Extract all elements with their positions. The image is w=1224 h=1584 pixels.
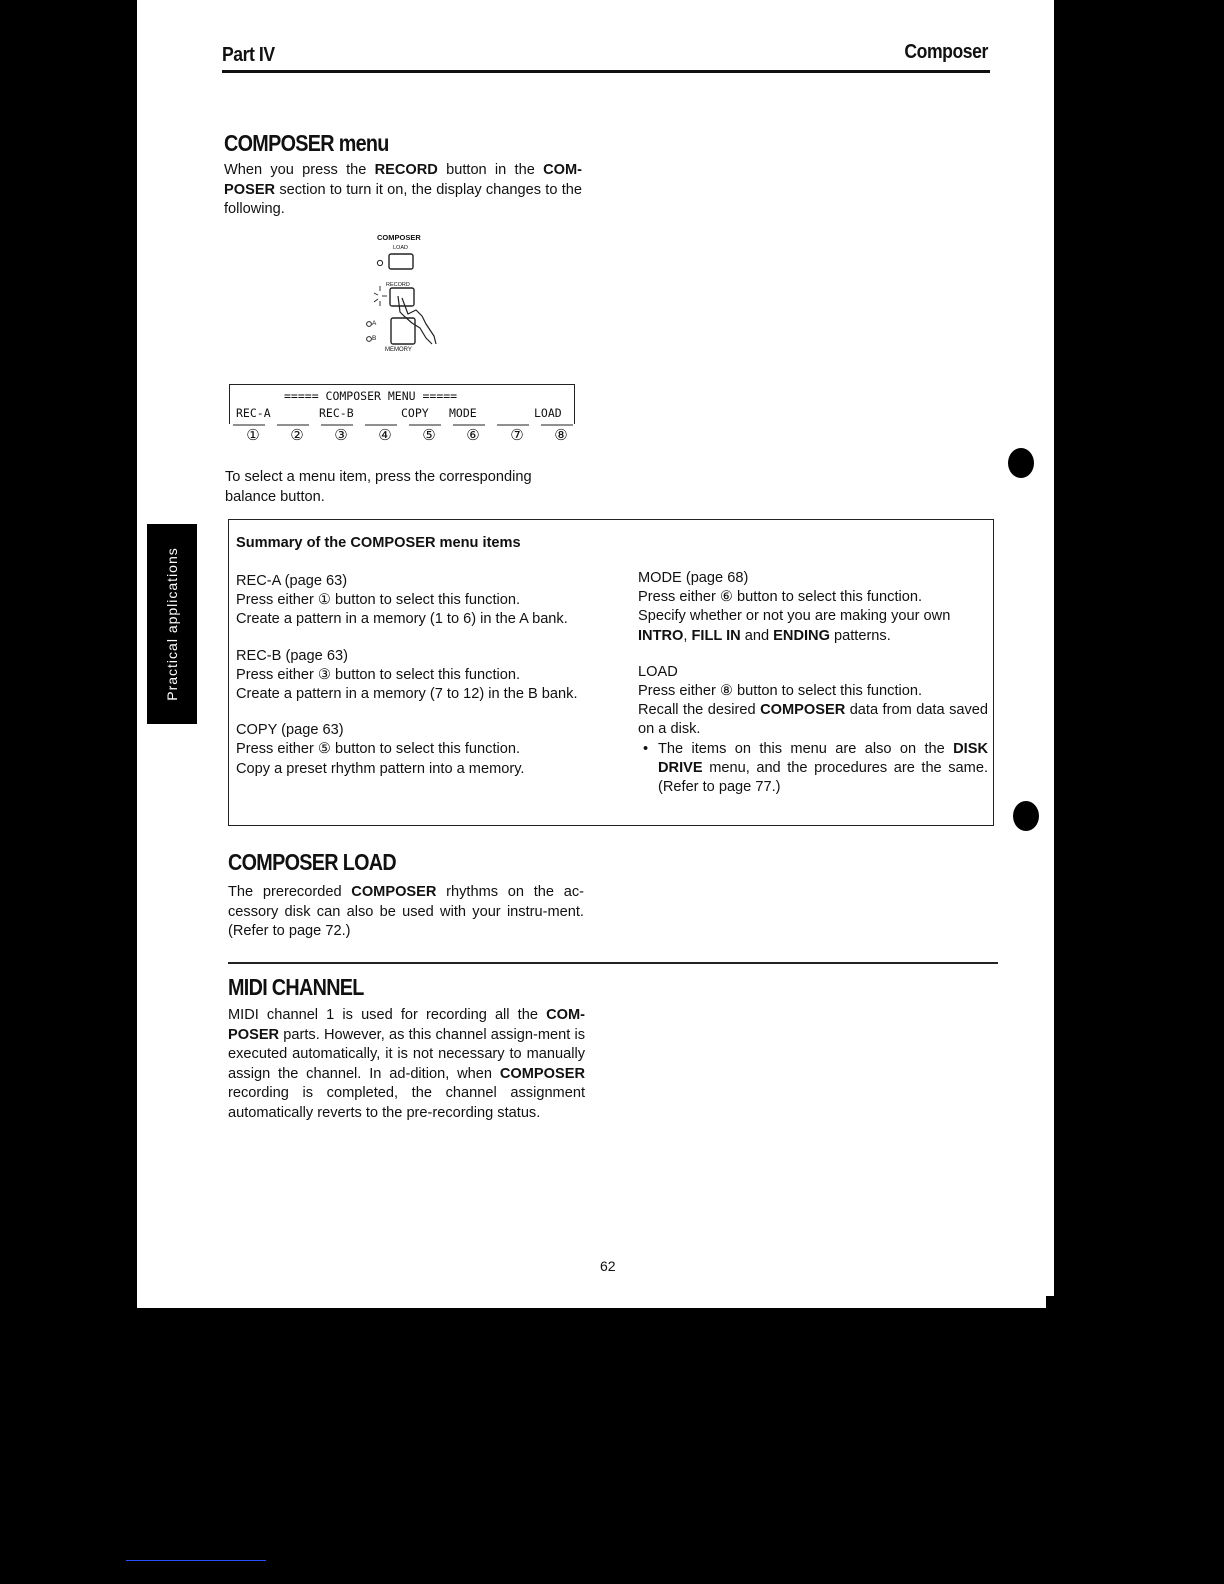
select-note: To select a menu item, press the corresponding balance button. — [225, 469, 532, 505]
record-label: RECORD — [386, 282, 410, 288]
composer-load-text: The prerecorded COMPOSER rhythms on the ac-cessory disk can also be used with your instru-ment. (Refer to page 72.) — [228, 884, 584, 939]
balance-button-3: ③ — [334, 426, 348, 444]
copy-line1: Press either ⑤ button to select this function. — [236, 741, 521, 758]
lcd-item-rec-b: REC-B — [319, 406, 354, 420]
balance-button-6: ⑥ — [466, 426, 480, 444]
rec-a-name: REC-A (page 63) — [236, 573, 348, 589]
section-rule — [228, 962, 998, 964]
lcd-item-load: LOAD — [534, 406, 562, 420]
side-tab — [147, 524, 197, 724]
balance-button-7: ⑦ — [510, 426, 524, 444]
balance-button-1: ① — [246, 426, 260, 444]
composer-menu-heading: COMPOSER menu — [224, 130, 389, 156]
lcd-item-mode: MODE — [449, 406, 477, 420]
section-label: Composer — [904, 41, 988, 63]
composer-menu-intro: When you press the RECORD button in the COM-POSER section to turn it on, the display changes to the following. — [224, 162, 582, 217]
load-line2: Recall the desired COMPOSER data from data saved on a disk. — [638, 702, 989, 738]
balance-button-4: ④ — [378, 426, 392, 444]
composer-panel-title: COMPOSER — [377, 233, 421, 242]
load-label: LOAD — [393, 245, 408, 251]
rec-b-name: REC-B (page 63) — [236, 647, 348, 664]
bank-a-label: A — [372, 320, 377, 327]
midi-channel-text: MIDI channel 1 is used for recording all the COM-POSER parts. However, as this channel assign-ment is executed automatically, it is not necessary to manually assign the channel. In ad-dition, when COMPOSER recording is completed, the channel assignment automatically reverts to the pre-recording status. — [228, 1007, 585, 1121]
copy-line2: Copy a preset rhythm pattern into a memory. — [236, 760, 525, 777]
rec-b-line2: Create a pattern in a memory (7 to 12) in the B bank. — [236, 686, 578, 703]
lcd-item-rec-a: REC-A — [236, 406, 271, 420]
bank-b-label: B — [372, 335, 377, 342]
load-line1: Press either ⑧ button to select this function. — [638, 683, 923, 700]
rec-b-line1: Press either ③ button to select this function. — [236, 666, 521, 683]
part-label: Part IV — [222, 44, 275, 66]
load-name: LOAD — [638, 663, 678, 680]
composer-panel-illustration — [360, 228, 470, 360]
balance-button-8: ⑧ — [554, 426, 568, 444]
margin-dot — [1013, 801, 1039, 831]
rec-a-line1: Press either ① button to select this function. — [236, 592, 521, 609]
mode-line2: Specify whether or not you are making your own INTRO, FILL IN and ENDING patterns. — [638, 608, 951, 644]
rec-a-line2: Create a pattern in a memory (1 to 6) in the A bank. — [236, 611, 568, 628]
midi-channel-heading: MIDI CHANNEL — [228, 974, 364, 1000]
composer-load-heading: COMPOSER LOAD — [228, 849, 396, 875]
mode-name: MODE (page 68) — [638, 570, 749, 586]
side-tab-label: Practical applications — [164, 547, 180, 701]
load-bullet: • The items on this menu are also on the DISK DRIVE menu, and the procedures are the same. (Refer to page 77.) — [643, 740, 988, 796]
page-edge — [1046, 0, 1054, 1296]
balance-button-5: ⑤ — [422, 426, 436, 444]
memory-label: MEMORY — [385, 347, 412, 353]
summary-left-column — [236, 572, 588, 779]
page-number: 62 — [600, 1258, 616, 1274]
summary-right-column — [638, 569, 988, 797]
panel-buttons-drawing — [360, 228, 470, 360]
margin-dot — [1008, 448, 1034, 478]
bottom-link-line — [126, 1560, 266, 1561]
summary-title: Summary of the COMPOSER menu items — [236, 535, 521, 551]
balance-button-2: ② — [290, 426, 304, 444]
lcd-title: ===== COMPOSER MENU ===== — [284, 389, 458, 403]
copy-name: COPY (page 63) — [236, 722, 344, 739]
header-rule — [222, 70, 990, 73]
lcd-item-copy: COPY — [401, 406, 429, 420]
mode-line1: Press either ⑥ button to select this function. — [638, 589, 923, 606]
